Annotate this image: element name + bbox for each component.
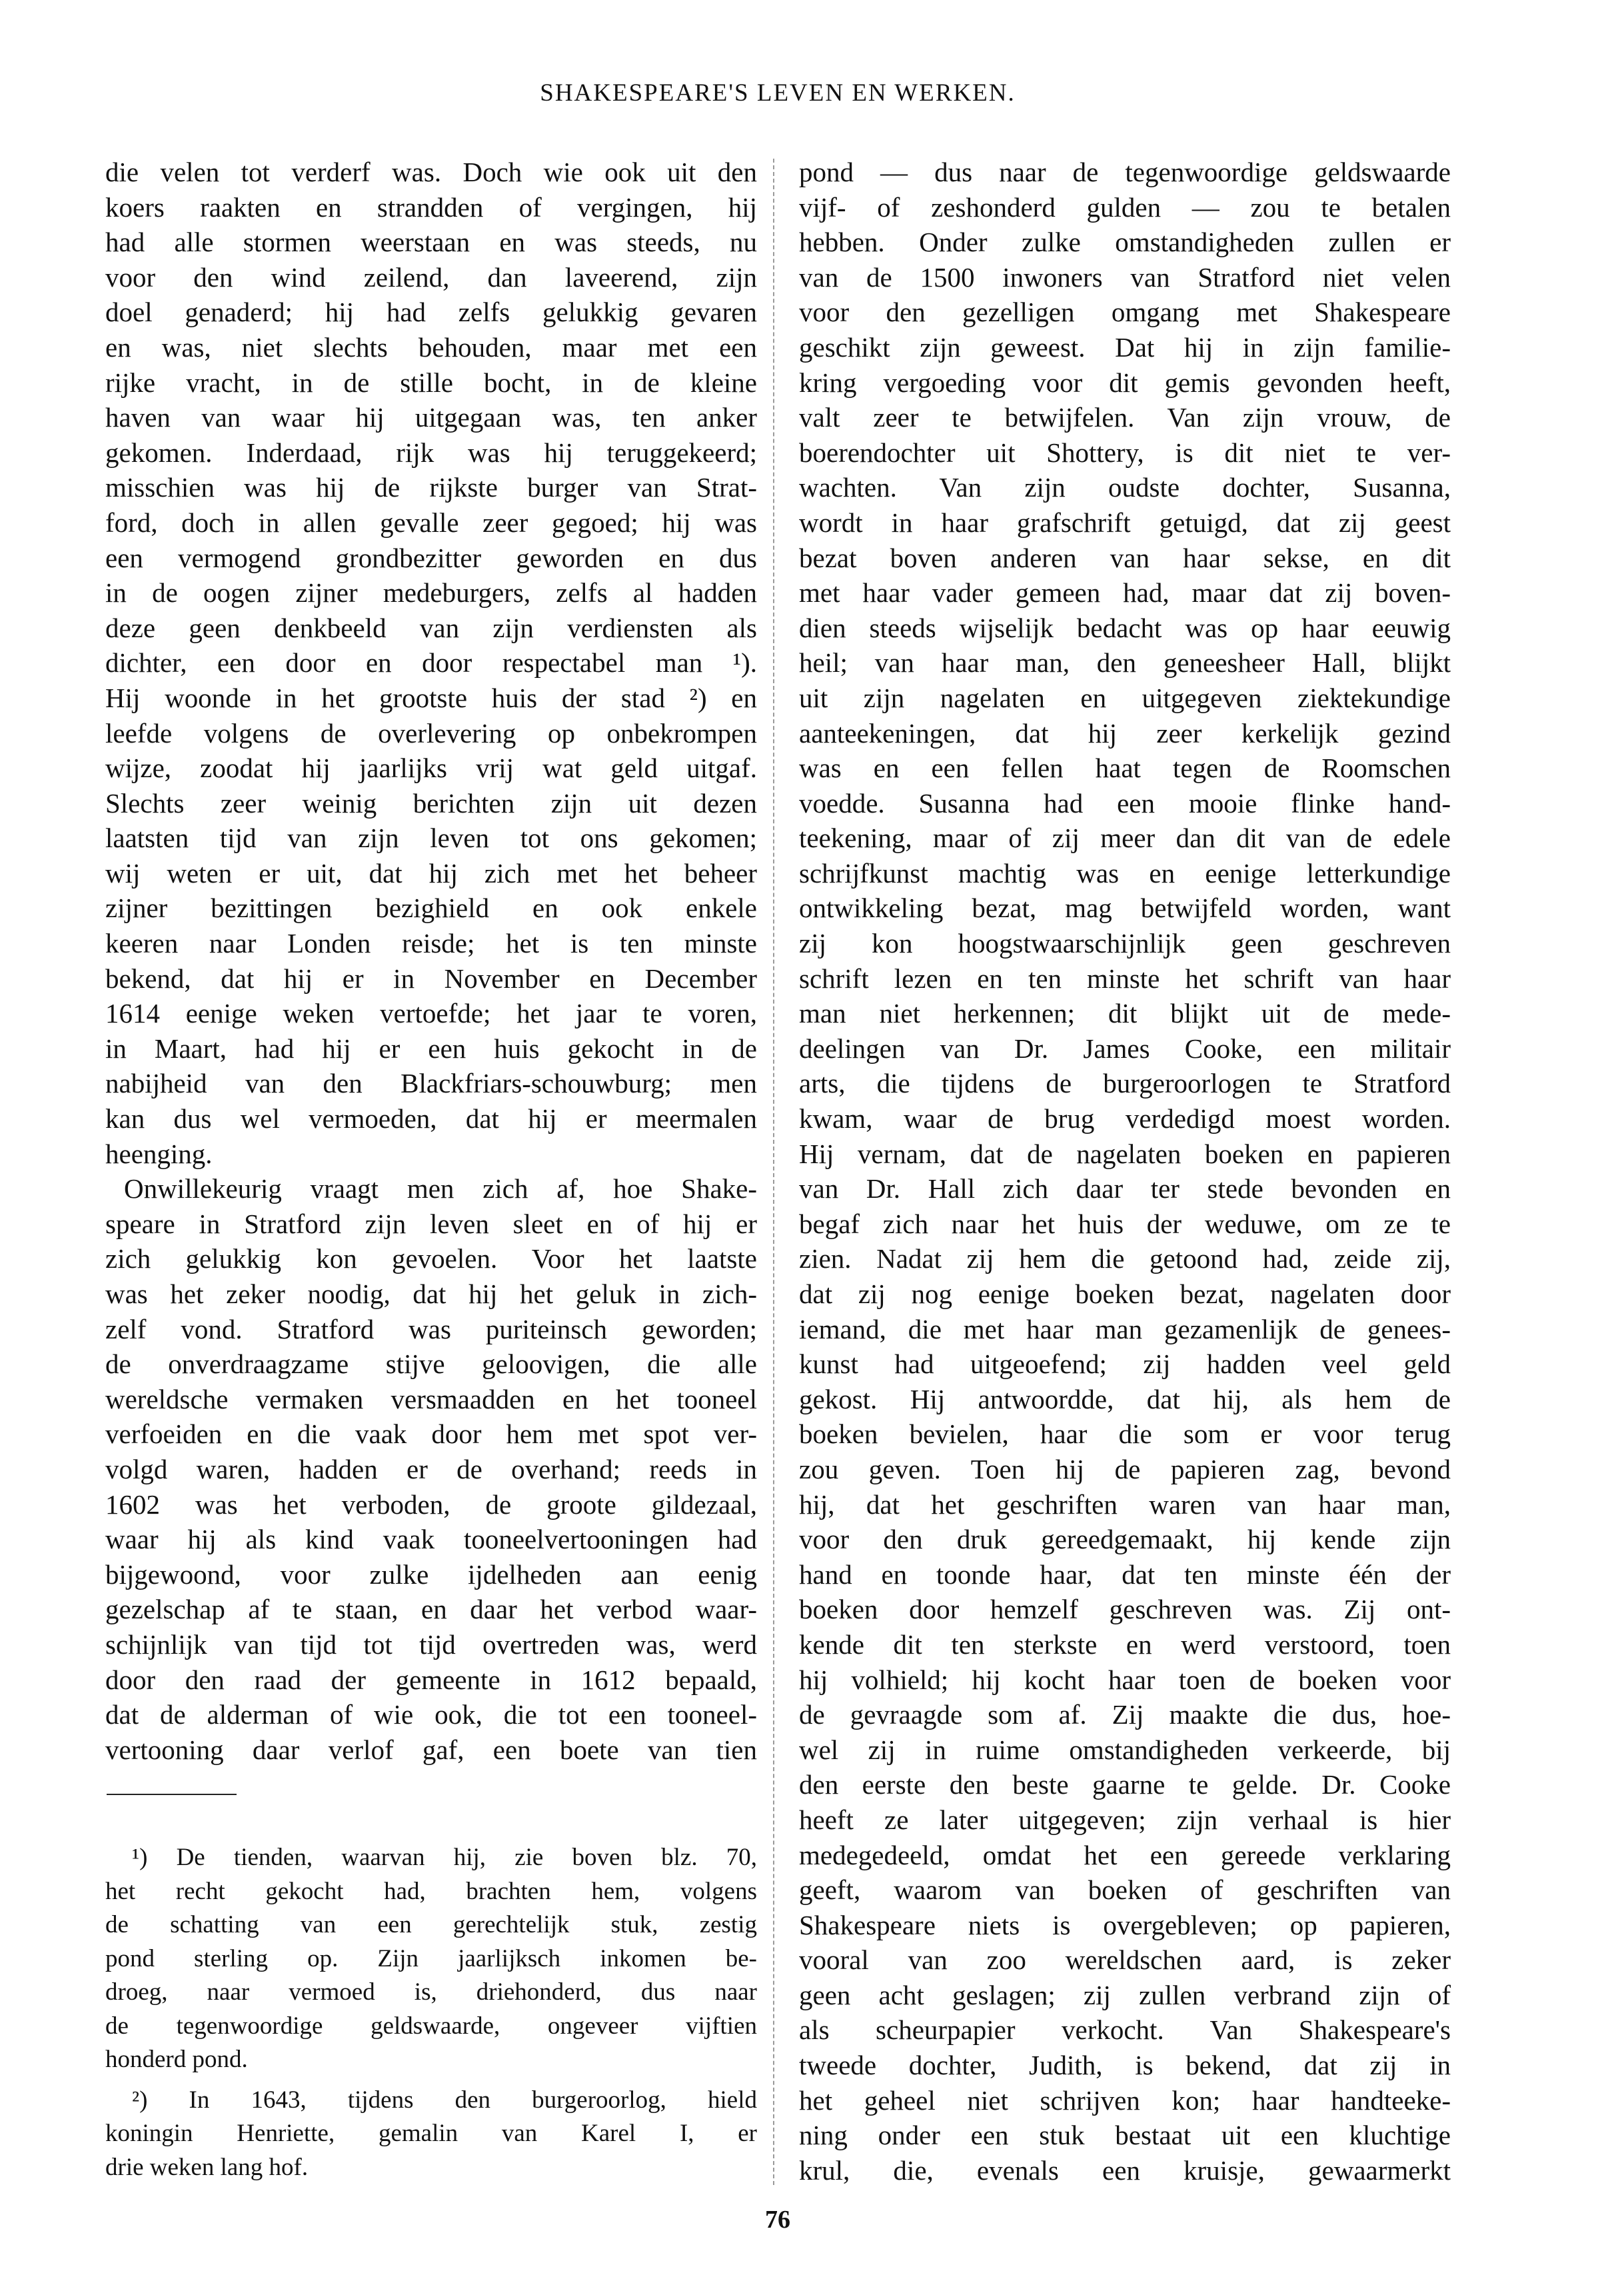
text-line: de tegenwoordige geldswaarde, ongeveer vijftien — [105, 2012, 757, 2040]
text-line: iemand, die met haar man gezamenlijk de genees- — [799, 1313, 1451, 1344]
text-line: doel genaderd; hij had zelfs gelukkig gevaren — [105, 297, 757, 328]
text-line: bijgewoond, voor zulke ijdelheden aan eenig — [105, 1558, 757, 1590]
text-line: boeken door hemzelf geschreven was. Zij ont- — [799, 1594, 1451, 1625]
text-line: valt zeer te betwijfelen. Van zijn vrouw, de — [799, 402, 1451, 433]
text-line: heeft ze later uitgegeven; zijn verhaal is hier — [799, 1804, 1451, 1835]
text-line: vooral van zoo wereldschen aard, is zeker — [799, 1944, 1451, 1976]
text-line: gekost. Hij antwoordde, dat hij, als hem de — [799, 1383, 1451, 1414]
text-line: en was, niet slechts behouden, maar met een — [105, 331, 757, 363]
text-line: keeren naar Londen reisde; het is ten minste — [105, 928, 757, 959]
text-line: in de oogen zijner medeburgers, zelfs al hadden — [105, 577, 757, 609]
text-line: honderd pond. — [105, 2046, 248, 2073]
text-line: geeft, waarom van boeken of geschriften van — [799, 1874, 1451, 1906]
text-line: vertooning daar verlof gaf, een boete van tien — [105, 1734, 757, 1765]
text-line: dat de alderman of wie ook, die tot een tooneel- — [105, 1699, 757, 1730]
text-line: wereldsche vermaken versmaadden en het tooneel — [105, 1383, 757, 1414]
text-line: koers raakten en strandden of vergingen, hij — [105, 191, 757, 223]
text-line: nabijheid van den Blackfriars-schouwburg; men — [105, 1068, 757, 1099]
text-line: was en een fellen haat tegen de Roomschen — [799, 753, 1451, 784]
text-line: wijze, zoodat hij jaarlijks vrij wat geld uitgaf. — [105, 753, 757, 784]
text-line: kunst had uitgeoefend; zij hadden veel geld — [799, 1348, 1451, 1380]
text-line: haven van waar hij uitgegaan was, ten anker — [105, 402, 757, 433]
text-line: van Dr. Hall zich daar ter stede bevonden en — [799, 1173, 1451, 1204]
text-line: kende dit ten sterkste en werd verstoord, toen — [799, 1628, 1451, 1660]
right-text-column — [799, 155, 1451, 2188]
text-line: kan dus wel vermoeden, dat hij er meermalen — [105, 1103, 757, 1134]
column-divider — [773, 159, 774, 2185]
text-line: heil; van haar man, den geneesheer Hall, blijkt — [799, 647, 1451, 679]
text-line: pond — dus naar de tegenwoordige geldswaarde — [799, 157, 1451, 187]
text-line: kring vergoeding voor dit gemis gevonden heeft, — [799, 367, 1451, 398]
text-line: Shakespeare niets is overgebleven; op papieren, — [799, 1909, 1451, 1940]
text-line: wij weten er uit, dat hij zich met het beheer — [105, 857, 757, 889]
text-line: voor den wind zeilend, dan laveerend, zijn — [105, 261, 757, 293]
text-line: deze geen denkbeeld van zijn verdiensten als — [105, 612, 757, 643]
text-line: pond sterling op. Zijn jaarlijksch inkomen be- — [105, 1944, 757, 1972]
text-line: arts, die tijdens de burgeroorlogen te Stratford — [799, 1068, 1451, 1099]
text-line: in Maart, had hij er een huis gekocht in de — [105, 1033, 757, 1064]
footnotes — [105, 1841, 757, 2184]
text-line: gezelschap af te staan, en daar het verbod waar- — [105, 1594, 757, 1625]
footnote-separator — [107, 1794, 237, 1795]
text-line: schrijfkunst machtig was en eenige letterkundige — [799, 857, 1451, 889]
text-line: verfoeiden en die vaak door hem met spot ver- — [105, 1418, 757, 1450]
paragraph — [799, 155, 1451, 2188]
text-line: 1602 was het verboden, de groote gildezaal, — [105, 1488, 757, 1520]
text-line: aanteekeningen, dat hij zeer kerkelijk gezind — [799, 717, 1451, 749]
text-line: gekomen. Inderdaad, rijk was hij teruggekeerd; — [105, 437, 757, 468]
text-line: teekening, maar of zij meer dan dit van de edele — [799, 823, 1451, 854]
text-line: van de 1500 inwoners van Stratford niet velen — [799, 261, 1451, 293]
page-number: 76 — [765, 2206, 790, 2234]
running-header: SHAKESPEARE'S LEVEN EN WERKEN. — [540, 79, 1016, 107]
text-line: de onverdraagzame stijve geloovigen, die alle — [105, 1348, 757, 1380]
text-line: Slechts zeer weinig berichten zijn uit dezen — [105, 787, 757, 819]
text-line: tweede dochter, Judith, is bekend, dat zij in — [799, 2050, 1451, 2081]
text-line: Hij woonde in het grootste huis der stad ²) en — [105, 682, 757, 713]
text-line: hij, dat het geschriften waren van haar man, — [799, 1488, 1451, 1520]
text-line: krul, die, evenals een kruisje, gewaarmerkt — [799, 2154, 1451, 2186]
text-line: heenging. — [105, 1138, 213, 1169]
text-line: hebben. Onder zulke omstandigheden zullen er — [799, 227, 1451, 258]
text-line: wachten. Van zijn oudste dochter, Susanna, — [799, 472, 1451, 503]
text-line: zijner bezittingen bezighield en ook enkele — [105, 893, 757, 924]
text-line: ning onder een stuk bestaat uit een kluchtige — [799, 2120, 1451, 2151]
text-line: ¹) De tienden, waarvan hij, zie boven blz. 70, — [132, 1844, 757, 1871]
text-line: die velen tot verderf was. Doch wie ook uit den — [105, 157, 757, 187]
text-line: ²) In 1643, tijdens den burgeroorlog, hield — [132, 2086, 757, 2114]
text-line: de schatting van een gerechtelijk stuk, zestig — [105, 1911, 757, 1938]
left-text-column — [105, 155, 757, 1767]
text-line: man niet herkennen; dit blijkt uit de mede- — [799, 998, 1451, 1029]
text-line: hand en toonde haar, dat ten minste één der — [799, 1558, 1451, 1590]
text-line: voedde. Susanna had een mooie flinke hand- — [799, 787, 1451, 819]
text-line: dichter, een door en door respectabel man ¹). — [105, 647, 757, 679]
text-line: zou geven. Toen hij de papieren zag, bevond — [799, 1453, 1451, 1484]
text-line: door den raad der gemeente in 1612 bepaald, — [105, 1664, 757, 1695]
footnote — [105, 2084, 757, 2185]
text-line: rijke vracht, in de stille bocht, in de kleine — [105, 367, 757, 398]
text-line: bekend, dat hij er in November en December — [105, 963, 757, 994]
text-line: laatsten tijd van zijn leven tot ons gekomen; — [105, 823, 757, 854]
text-line: ontwikkeling bezat, mag betwijfeld worden, want — [799, 893, 1451, 924]
text-line: dien steeds wijselijk bedacht was op haar eeuwig — [799, 612, 1451, 643]
text-line: deelingen van Dr. James Cooke, een militair — [799, 1033, 1451, 1064]
text-line: voor den gezelligen omgang met Shakespeare — [799, 297, 1451, 328]
text-line: had alle stormen weerstaan en was steeds, nu — [105, 227, 757, 258]
text-line: het recht gekocht had, brachten hem, volgens — [105, 1877, 757, 1905]
text-line: wel zij in ruime omstandigheden verkeerde, bij — [799, 1734, 1451, 1765]
text-line: een vermogend grondbezitter geworden en dus — [105, 542, 757, 573]
text-line: schijnlijk van tijd tot tijd overtreden was, werd — [105, 1628, 757, 1660]
text-line: leefde volgens de overlevering op onbekrompen — [105, 717, 757, 749]
text-line: drie weken lang hof. — [105, 2153, 309, 2181]
text-line: 1614 eenige weken vertoefde; het jaar te voren, — [105, 998, 757, 1029]
text-line: vijf- of zeshonderd gulden — zou te betalen — [799, 191, 1451, 223]
text-line: Hij vernam, dat de nagelaten boeken en papieren — [799, 1138, 1451, 1169]
text-line: geschikt zijn geweest. Dat hij in zijn familie- — [799, 331, 1451, 363]
text-line: zij kon hoogstwaarschijnlijk geen geschreven — [799, 928, 1451, 959]
text-line: uit zijn nagelaten en uitgegeven ziektekundige — [799, 682, 1451, 713]
text-line: was het zeker noodig, dat hij het geluk in zich- — [105, 1278, 757, 1309]
text-line: den eerste den beste gaarne te gelde. Dr. Cooke — [799, 1769, 1451, 1800]
text-line: ford, doch in allen gevalle zeer gegoed; hij was — [105, 507, 757, 538]
text-line: schrift lezen en ten minste het schrift van haar — [799, 963, 1451, 994]
text-line: speare in Stratford zijn leven sleet en of hij er — [105, 1208, 757, 1239]
paragraph — [105, 155, 757, 1171]
text-line: droeg, naar vermoed is, driehonderd, dus naar — [105, 1978, 757, 2006]
footnote — [105, 1841, 757, 2077]
text-line: zien. Nadat zij hem die getoond had, zeide zij, — [799, 1243, 1451, 1274]
text-line: koningin Henriette, gemalin van Karel I, er — [105, 2120, 757, 2147]
text-line: Onwillekeurig vraagt men zich af, hoe Shake- — [124, 1173, 757, 1204]
text-line: volgd waren, hadden er de overhand; reeds in — [105, 1453, 757, 1484]
text-line: de gevraagde som af. Zij maakte die dus, hoe- — [799, 1699, 1451, 1730]
text-line: dat zij nog eenige boeken bezat, nagelaten door — [799, 1278, 1451, 1309]
paragraph — [105, 1171, 757, 1767]
text-line: boerendochter uit Shottery, is dit niet te ver- — [799, 437, 1451, 468]
text-line: misschien was hij de rijkste burger van Strat- — [105, 472, 757, 503]
text-line: kwam, waar de brug verdedigd moest worden. — [799, 1103, 1451, 1134]
text-line: voor den druk gereedgemaakt, hij kende zijn — [799, 1524, 1451, 1555]
text-line: medegedeeld, omdat het een gereede verklaring — [799, 1839, 1451, 1870]
text-line: boeken bevielen, haar die som er voor terug — [799, 1418, 1451, 1450]
text-line: begaf zich naar het huis der weduwe, om ze te — [799, 1208, 1451, 1239]
text-line: zich gelukkig kon gevoelen. Voor het laatste — [105, 1243, 757, 1274]
text-line: als scheurpapier verkocht. Van Shakespeare's — [799, 2014, 1451, 2046]
text-line: zelf vond. Stratford was puriteinsch geworden; — [105, 1313, 757, 1344]
text-line: wordt in haar grafschrift getuigd, dat zij geest — [799, 507, 1451, 538]
text-line: geen acht geslagen; zij zullen verbrand zijn of — [799, 1979, 1451, 2010]
text-line: waar hij als kind vaak tooneelvertooningen had — [105, 1524, 757, 1555]
text-line: met haar vader gemeen had, maar dat zij boven- — [799, 577, 1451, 609]
text-line: het geheel niet schrijven kon; haar handteeke- — [799, 2084, 1451, 2116]
text-line: bezat boven anderen van haar sekse, en dit — [799, 542, 1451, 573]
text-line: hij volhield; hij kocht haar toen de boeken voor — [799, 1664, 1451, 1695]
